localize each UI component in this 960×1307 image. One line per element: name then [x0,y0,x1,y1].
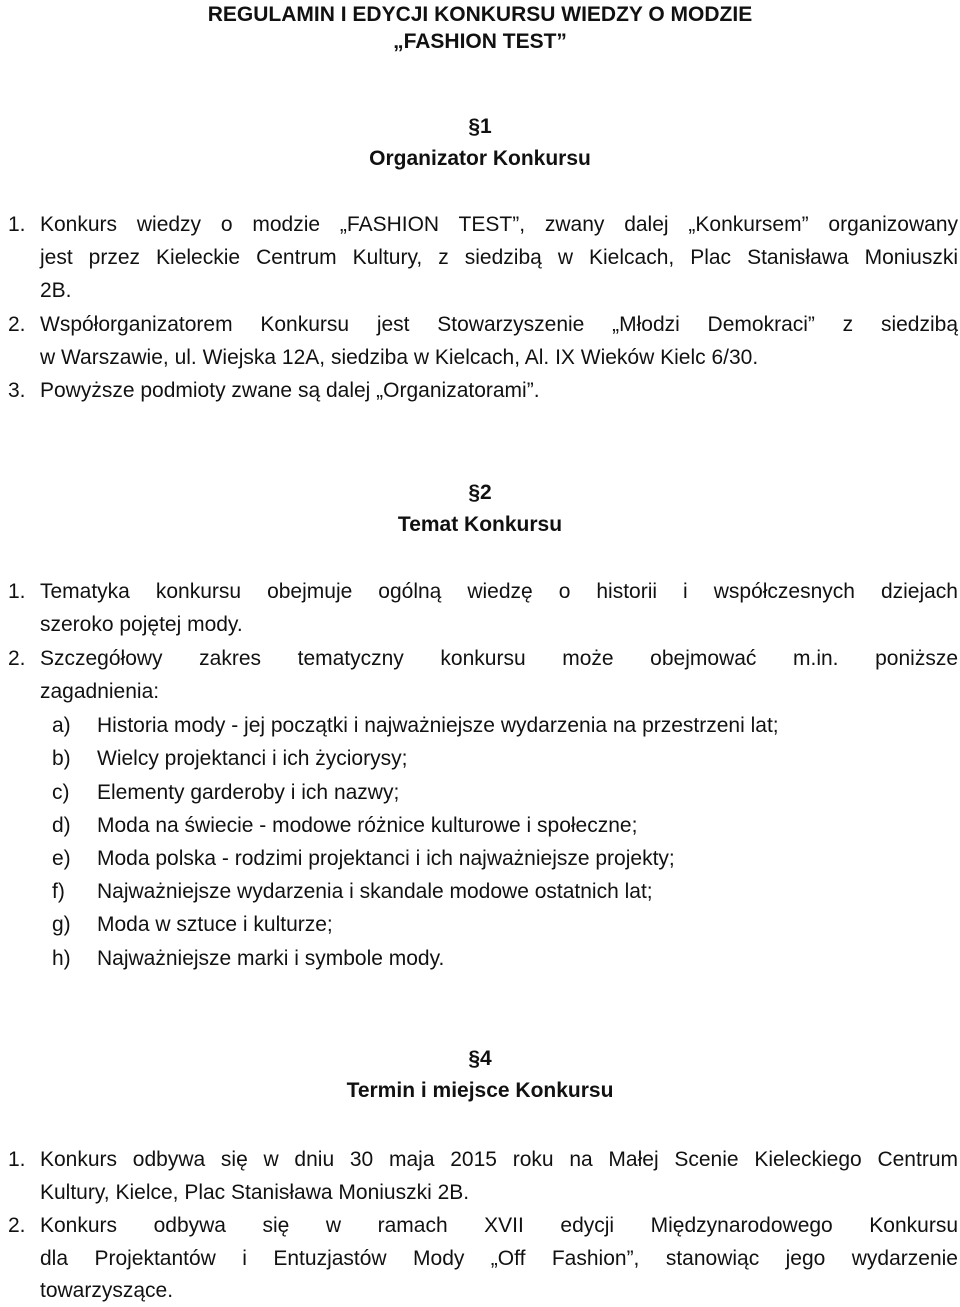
section-4-item-2-line3: towarzyszące. [40,1279,174,1302]
subitem-e [52,842,932,875]
subitem-f [52,875,932,908]
item-text: Tematyka konkursu obejmuje ogólną wiedzę o historii i współczesnych dziejach [40,580,958,603]
subitem-letter: e) [52,847,71,870]
subitem-letter: g) [52,913,71,936]
section-4-item-1-line2: Kultury, Kielce, Plac Stanisława Moniuszki 2B. [40,1181,470,1204]
subitem-c [52,776,932,809]
section-4-heading: Termin i miejsce Konkursu [346,1079,614,1102]
subitem-g [52,908,932,941]
item-number: 1. [8,580,26,603]
item-number: 3. [8,379,26,402]
section-2-item-1-line2: szeroko pojętej mody. [40,613,243,636]
subitem-text: Moda polska - rodzimi projektanci i ich najważniejsze projekty; [97,847,675,870]
section-1-item-1-line3: 2B. [40,279,72,302]
subitem-letter: c) [52,781,70,804]
subitem-text: Moda w sztuce i kulturze; [97,913,333,936]
item-number: 2. [8,647,26,670]
subitem-text: Najważniejsze marki i symbole mody. [97,947,445,970]
section-2-item-2-line1 [8,642,958,675]
subitem-text: Elementy garderoby i ich nazwy; [97,781,400,804]
document-title-line1: REGULAMIN I EDYCJI KONKURSU WIEDZY O MODZIE [207,3,753,26]
subitem-letter: b) [52,747,71,770]
item-text: Szczegółowy zakres tematyczny konkursu może obejmować m.in. poniższe [40,647,958,670]
section-1-item-2-line2: w Warszawie, ul. Wiejska 12A, siedziba w Kielcach, Al. IX Wieków Kielc 6/30. [40,346,759,369]
item-number: 2. [8,313,26,336]
item-number: 1. [8,213,26,236]
subitem-letter: d) [52,814,71,837]
section-1-item-3-line1 [8,374,958,407]
section-1-item-2-line1 [8,308,958,341]
item-text: Powyższe podmioty zwane są dalej „Organizatorami”. [40,379,540,402]
section-4-item-2-line2: dla Projektantów i Entuzjastów Mody „Off Fashion”, stanowiąc jego wydarzenie [40,1247,958,1270]
subitem-text: Wielcy projektanci i ich życiorysy; [97,747,408,770]
item-number: 2. [8,1214,26,1237]
section-2-item-1-line1 [8,575,958,608]
section-4-item-2-line1 [8,1209,958,1242]
subitem-letter: h) [52,947,71,970]
section-4-number: §4 [468,1047,492,1070]
item-text: Konkurs odbywa się w dniu 30 maja 2015 roku na Małej Scenie Kieleckiego Centrum [40,1148,958,1171]
item-text: Konkurs odbywa się w ramach XVII edycji Międzynarodowego Konkursu [40,1214,958,1237]
section-1-item-1-line2: jest przez Kieleckie Centrum Kultury, z siedzibą w Kielcach, Plac Stanisława Moniuszki [40,246,958,269]
subitem-letter: a) [52,714,71,737]
subitem-b [52,742,932,775]
section-1-item-1-line1 [8,208,958,241]
subitem-text: Moda na świecie - modowe różnice kulturowe i społeczne; [97,814,638,837]
section-1-heading: Organizator Konkursu [369,147,591,170]
item-text: Konkurs wiedzy o modzie „FASHION TEST”, zwany dalej „Konkursem” organizowany [40,213,958,236]
section-2-item-2-line2: zagadnienia: [40,680,160,703]
subitem-a [52,709,932,742]
item-number: 1. [8,1148,26,1171]
section-1-number: §1 [468,115,492,138]
subitem-d [52,809,932,842]
section-4-item-1-line1 [8,1143,958,1176]
subitem-text: Najważniejsze wydarzenia i skandale modowe ostatnich lat; [97,880,653,903]
subitem-letter: f) [52,880,65,903]
document-title-line2: „FASHION TEST” [393,30,567,53]
subitem-h [52,942,932,975]
subitem-text: Historia mody - jej początki i najważniejsze wydarzenia na przestrzeni lat; [97,714,779,737]
section-2-heading: Temat Konkursu [397,513,563,536]
item-text: Współorganizatorem Konkursu jest Stowarzyszenie „Młodzi Demokraci” z siedzibą [40,313,958,336]
section-2-number: §2 [468,481,492,504]
